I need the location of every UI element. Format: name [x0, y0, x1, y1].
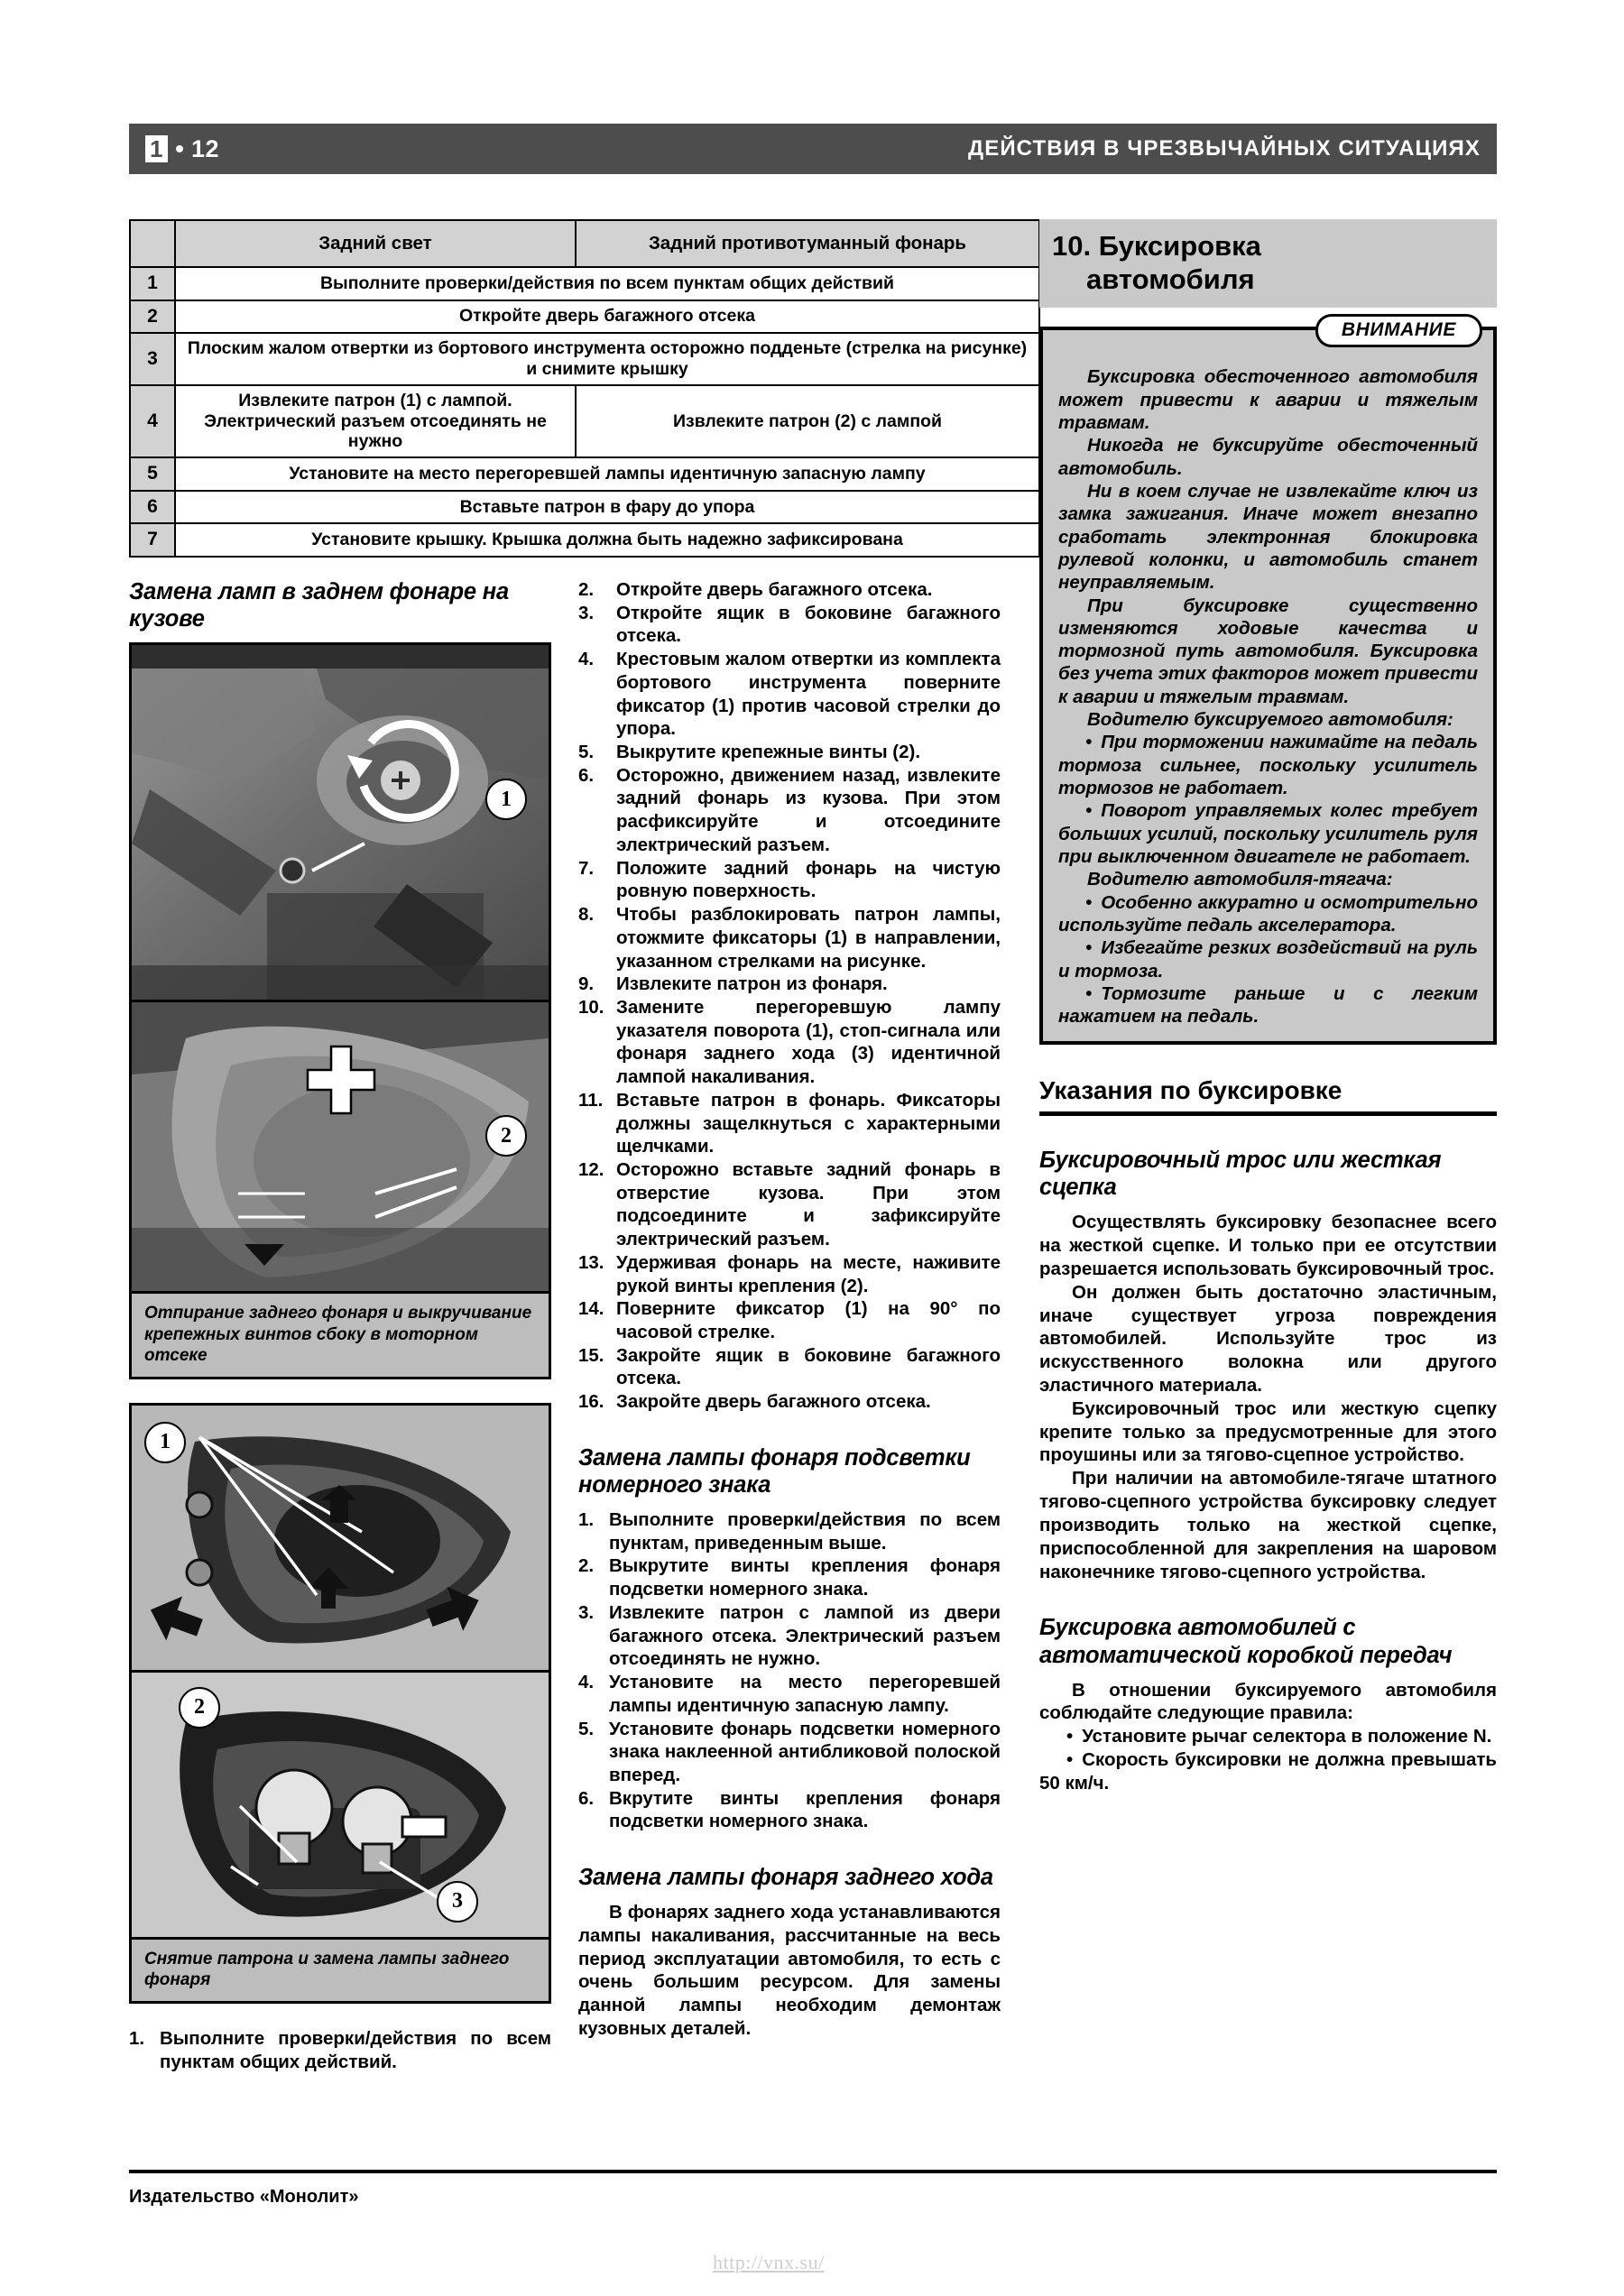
spacer [578, 1414, 1001, 1444]
photo-engine-bay-latch [132, 645, 549, 1000]
page-number: 12 [190, 134, 220, 162]
table-row [130, 457, 1039, 491]
table-head [130, 220, 1039, 267]
rear-lamp-steps-list [578, 578, 1001, 1414]
list-item [578, 1344, 1001, 1390]
right-column [1039, 219, 1497, 1795]
bulb-replacement-table [129, 219, 1040, 558]
chapter-title-line2: автомобиля [1086, 263, 1255, 296]
warning-subhead-tractor-driver: Водителю автомобиля-тягача: [1087, 869, 1393, 890]
bullet-icon: • [1085, 982, 1093, 1004]
footer-divider [129, 2170, 1497, 2173]
bullet-text: При торможении нажимайте на педаль тормоза сильнее, поскольку усилитель тормозов не работает. [1058, 732, 1478, 798]
step-text: Чтобы разблокировать патрон лампы, отожмите фиксаторы (1) в направлении, указанном стрелками на рисунке. [616, 904, 1001, 972]
list-item [578, 1390, 1001, 1414]
photo-bulb-sockets [132, 1670, 549, 1937]
list-item [578, 1297, 1001, 1343]
bullet-text: Поворот управляемых колес требует больших усилий, поскольку усилитель руля при выключенном двигателе не работает. [1058, 800, 1478, 867]
step-text: Поверните фиксатор (1) на 90° по часовой стрелке. [616, 1298, 1001, 1342]
page-header-title: ДЕЙСТВИЯ В ЧРЕЗВЫЧАЙНЫХ СИТУАЦИЯХ [968, 136, 1481, 161]
photo-lamp-back-latches [132, 1406, 549, 1670]
bullet-text: Скорость буксировки не должна превышать 50 км/ч. [1039, 1749, 1497, 1793]
table-row [130, 300, 1039, 334]
spacer [1039, 1045, 1497, 1075]
row-index: 1 [130, 267, 175, 300]
list-item [578, 578, 1001, 602]
step-number: 4. [578, 649, 595, 670]
step-text: Выполните проверки/действия по всем пунктам общих действий. [160, 2027, 551, 2072]
step-number: 16. [578, 1391, 604, 1413]
step-text: Осторожно, движением назад, извлеките задний фонарь из кузова. При этом расфиксируйте и отсоедините электрический разъем. [616, 764, 1001, 855]
reverse-lamp-heading: Замена лампы фонаря заднего хода [578, 1865, 993, 1891]
step-number: 9. [578, 973, 595, 995]
step-number: 4. [578, 1672, 595, 1693]
row-text-rear-fog: Извлеките патрон (2) с лампой [576, 385, 1039, 457]
step-text: Крестовым жалом отвертки из комплекта бортового инструмента поверните фиксатор (1) против часовой стрелки до упора. [616, 649, 1001, 740]
photo-illustration [132, 645, 549, 1000]
bullet-icon: • [1085, 800, 1093, 822]
step-text: Осторожно вставьте задний фонарь в отверстие кузова. При этом подсоедините и зафиксируйте электрический разъем. [616, 1158, 1001, 1250]
callout-1: 1 [144, 1422, 186, 1463]
step-text: Вставьте патрон в фонарь. Фиксаторы должны защелкнуться с характерными щелчками. [616, 1089, 1001, 1157]
list-item [578, 973, 1001, 996]
step-number: 6. [578, 764, 595, 786]
towing-guidance-heading: Указания по буксировке [1039, 1075, 1497, 1116]
step-number: 10. [578, 996, 604, 1018]
step-text: Извлеките патрон с лампой из двери багажного отсека. Электрический разъем отсоединять не нужно. [609, 1601, 1001, 1670]
step-number: 2. [578, 579, 595, 600]
warning-label-badge: ВНИМАНИЕ [1315, 314, 1482, 347]
separator-dot-icon [176, 145, 183, 152]
list-item [578, 741, 1001, 764]
warning-bullet [1058, 891, 1478, 937]
warning-bullet [1058, 799, 1478, 868]
list-item [578, 764, 1001, 857]
bullet-text: Тормозите раньше и с легким нажатием на педаль. [1058, 982, 1478, 1028]
warning-paragraph: При буксировке существенно изменяются ходовые качества и тормозной путь автомобиля. Буксировка без учета этих факторов может привести к аварии и тяжелым травмам. [1058, 595, 1478, 707]
spacer [578, 1833, 1001, 1864]
row-index: 7 [130, 523, 175, 557]
step-number: 3. [578, 602, 595, 623]
list-item [578, 1251, 1001, 1297]
row-index: 2 [130, 300, 175, 334]
row-text: Откройте дверь багажного отсека [175, 300, 1039, 334]
list-item [578, 857, 1001, 903]
warning-paragraph: Ни в коем случае не извлекайте ключ из замка зажигания. Иначе может внезапно сработать электронная блокировка рулевой колонки, и автомобиль станет неуправляемым. [1058, 480, 1478, 594]
table-row [130, 267, 1039, 300]
warning-subhead-towed-driver: Водителю буксируемого автомобиля: [1087, 709, 1453, 731]
list-item [578, 996, 1001, 1089]
step-text: Извлеките патрон из фонаря. [616, 973, 888, 995]
site-watermark: http://vnx.su/ [713, 2251, 825, 2273]
step-text: Положите задний фонарь на чистую ровную поверхность. [616, 857, 1001, 902]
step-text: Откройте дверь багажного отсека. [616, 579, 933, 600]
figure-rear-lamp-removal [129, 642, 551, 1379]
list-item [578, 1508, 1001, 1554]
table-col-index [130, 220, 175, 267]
bullet-icon: • [1066, 1726, 1074, 1747]
list-item [578, 1601, 1001, 1671]
figure1-caption: Отпирание заднего фонаря и выкручивание крепежных винтов сбоку в моторном отсеке [132, 1291, 549, 1377]
spacer [1039, 1583, 1497, 1614]
list-item [129, 2027, 551, 2073]
automatic-bullet [1039, 1725, 1497, 1748]
table-row [130, 491, 1039, 524]
row-text: Плоским жалом отвертки из бортового инструмента осторожно подденьте (стрелка на рисунке) и снимите крышку [175, 333, 1039, 385]
step-number: 1. [129, 2027, 145, 2049]
step-number: 8. [578, 904, 595, 926]
tow-rope-paragraph: Осуществлять буксировку безопаснее всего на жесткой сцепке. И только при ее отсутствии разрешается использовать буксировочный трос. [1039, 1212, 1497, 1279]
list-item [578, 1787, 1001, 1833]
middle-column [578, 578, 1001, 2040]
step-text: Установите на место перегоревшей лампы идентичную запасную лампу. [609, 1672, 1001, 1716]
chapter-title-block [1039, 219, 1497, 308]
row-text-rear-light: Извлеките патрон (1) с лампой. Электрический разъем отсоединять не нужно [175, 385, 576, 457]
step-text: Установите фонарь подсветки номерного знака наклеенной антибликовой полоской вперед. [609, 1718, 1001, 1785]
row-index: 5 [130, 457, 175, 491]
table-row [130, 385, 1039, 457]
spacer [129, 2004, 551, 2027]
chapter-title-line1: 10. Буксировка [1052, 230, 1261, 262]
warning-paragraph: Никогда не буксируйте обесточенный автомобиль. [1058, 435, 1478, 479]
spacer [129, 1379, 551, 1403]
callout-2: 2 [485, 1115, 527, 1157]
step-text: Вкрутите винты крепления фонаря подсветки номерного знака. [609, 1787, 1001, 1832]
automatic-bullet [1039, 1748, 1497, 1795]
table-row [130, 333, 1039, 385]
bullet-icon: • [1085, 891, 1093, 913]
page-number-block [145, 135, 219, 163]
step-number: 5. [578, 742, 595, 763]
step-number: 14. [578, 1298, 604, 1320]
left-column [129, 578, 551, 2073]
plate-lamp-heading: Замена лампы фонаря подсветки номерного знака [578, 1444, 971, 1498]
step-number: 11. [578, 1089, 604, 1111]
step-number: 1. [578, 1509, 595, 1531]
row-text: Установите на место перегоревшей лампы идентичную запасную лампу [175, 457, 1039, 491]
tow-rope-paragraph: Буксировочный трос или жесткую сцепку крепите только за предусмотренные для этого проушины или за тягово-сцепное устройство. [1039, 1397, 1497, 1466]
step-number: 7. [578, 857, 595, 879]
warning-box [1039, 319, 1497, 1045]
bullet-icon: • [1066, 1749, 1074, 1771]
tow-rope-heading: Буксировочный трос или жесткая сцепка [1039, 1148, 1442, 1201]
step-text: Закройте ящик в боковине багажного отсека. [616, 1344, 1001, 1389]
reverse-lamp-paragraph: В фонарях заднего хода устанавливаются лампы накаливания, рассчитанные на весь период эксплуатации автомобиля, то есть с очень большим ресурсом. Для замены данной лампы необходим демонтаж кузовных деталей. [578, 1902, 1001, 2039]
callout-3: 3 [437, 1881, 478, 1923]
bullet-text: Установите рычаг селектора в положение N. [1082, 1726, 1492, 1747]
table-body [130, 267, 1039, 557]
step-number: 2. [578, 1555, 595, 1577]
step-text: Выполните проверки/действия по всем пунктам, приведенным выше. [609, 1509, 1001, 1554]
list-item [578, 903, 1001, 973]
step-text: Выкрутите винты крепления фонаря подсветки номерного знака. [609, 1555, 1001, 1600]
step-number: 15. [578, 1344, 604, 1366]
row-index: 4 [130, 385, 175, 457]
step-text: Удерживая фонарь на месте, наживите рукой винты крепления (2). [616, 1251, 1001, 1296]
warning-bullet [1058, 982, 1478, 1028]
callout-2: 2 [179, 1687, 220, 1729]
step-number: 13. [578, 1251, 604, 1273]
list-item [578, 1158, 1001, 1251]
spacer [1039, 1116, 1497, 1147]
row-text: Установите крышку. Крышка должна быть надежно зафиксирована [175, 523, 1039, 557]
bullet-icon: • [1085, 732, 1093, 753]
list-item [578, 648, 1001, 741]
table-header-row [130, 220, 1039, 267]
photo-rear-lamp-screws [132, 1000, 549, 1291]
tow-rope-paragraph: При наличии на автомобиле-тягаче штатного тягово-сцепного устройства буксировку следует производить только на жесткой сцепке, приспособленной для закрепления на шаровом наконечнике тягово-сцепного устройства. [1039, 1468, 1497, 1582]
step-number: 12. [578, 1158, 604, 1180]
bullet-icon: • [1085, 937, 1093, 959]
table-row [130, 523, 1039, 557]
step-text: Выкрутите крепежные винты (2). [616, 742, 921, 763]
list-item [578, 602, 1001, 648]
step-number: 5. [578, 1718, 595, 1739]
publisher-imprint: Издательство «Монолит» [129, 2187, 359, 2207]
list-item [578, 1718, 1001, 1787]
list-item [578, 1671, 1001, 1717]
figure2-caption: Снятие патрона и замена лампы заднего фонаря [132, 1937, 549, 2001]
left-section-heading: Замена ламп в заднем фонаре на кузове [129, 579, 509, 632]
step-text: Закройте дверь багажного отсека. [616, 1391, 931, 1413]
automatic-transmission-heading: Буксировка автомобилей с автоматической коробкой передач [1039, 1615, 1453, 1668]
step-text: Откройте ящик в боковине багажного отсека. [616, 602, 1001, 647]
page-header-bar [129, 124, 1497, 174]
automatic-intro-paragraph: В отношении буксируемого автомобиля соблюдайте следующие правила: [1039, 1679, 1497, 1724]
table-col-rear-fog-light: Задний противотуманный фонарь [576, 220, 1039, 267]
photo-illustration [132, 1002, 549, 1291]
list-item [578, 1554, 1001, 1600]
figure-socket-removal [129, 1403, 551, 2004]
photo-illustration [132, 1406, 549, 1670]
row-index: 6 [130, 491, 175, 524]
step-text: Замените перегоревшую лампу указателя поворота (1), стоп-сигнала или фонаря заднего хода (3) идентичной лампой накаливания. [616, 996, 1001, 1088]
row-text: Вставьте патрон в фару до упора [175, 491, 1039, 524]
chapter-number: 1 [145, 135, 168, 162]
table-col-rear-light: Задний свет [175, 220, 576, 267]
plate-lamp-steps-list [578, 1508, 1001, 1833]
warning-bullet [1058, 936, 1478, 982]
warning-bullet [1058, 731, 1478, 799]
bullet-text: Особенно аккуратно и осмотрительно используйте педаль акселератора. [1058, 891, 1478, 936]
tow-rope-paragraph: Он должен быть достаточно эластичным, иначе существует угроза повреждения автомобилей. Используйте трос из искусственного волокна или другого эластичного материала. [1039, 1281, 1497, 1396]
step-number: 6. [578, 1787, 595, 1809]
callout-1: 1 [485, 779, 527, 820]
left-final-step-list [129, 2027, 551, 2073]
warning-paragraph: Буксировка обесточенного автомобиля может привести к аварии и тяжелым травмам. [1058, 366, 1478, 433]
row-text: Выполните проверки/действия по всем пунктам общих действий [175, 267, 1039, 300]
bullet-text: Избегайте резких воздействий на руль и тормоза. [1058, 937, 1478, 982]
row-index: 3 [130, 333, 175, 385]
list-item [578, 1089, 1001, 1158]
step-number: 3. [578, 1601, 595, 1623]
